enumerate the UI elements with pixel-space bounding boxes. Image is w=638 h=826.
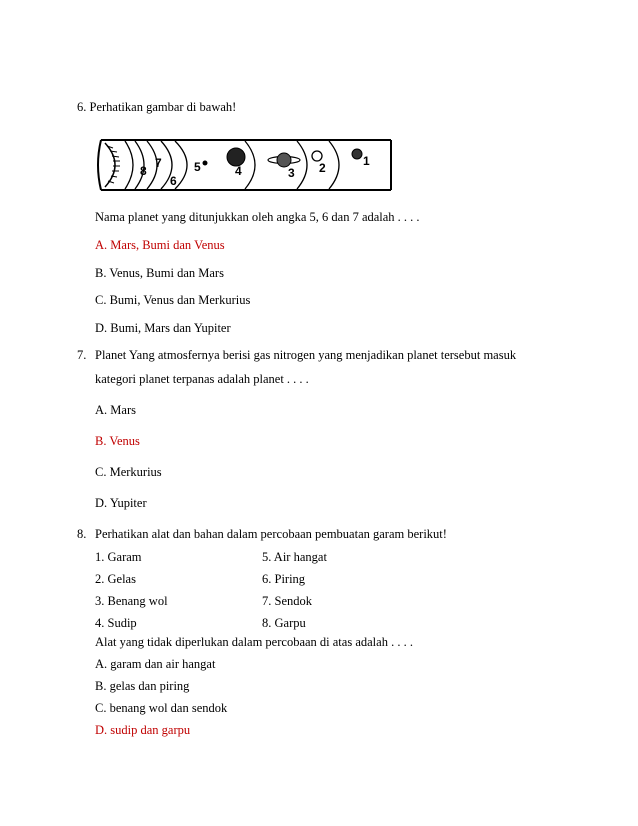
q8-item-2: 2. Gelas <box>95 572 136 586</box>
q6-heading: 6. Perhatikan gambar di bawah! <box>77 100 237 114</box>
q8-item-3: 3. Benang wol <box>95 594 168 608</box>
q8-intro: Perhatikan alat dan bahan dalam percobaan pembuatan garam berikut! <box>95 527 447 541</box>
q8-item-7: 7. Sendok <box>262 594 312 608</box>
planet-1 <box>352 149 362 159</box>
q8-item-6: 6. Piring <box>262 572 306 586</box>
q8-option-b: B. gelas dan piring <box>95 679 190 693</box>
label-7: 7 <box>155 156 162 170</box>
q6-option-a: A. Mars, Bumi dan Venus <box>95 238 225 252</box>
label-1: 1 <box>363 154 370 168</box>
solar-system-diagram <box>95 137 395 197</box>
q8-option-a: A. garam dan air hangat <box>95 657 216 671</box>
label-6: 6 <box>170 174 177 188</box>
q8-option-d: D. sudip dan garpu <box>95 723 191 737</box>
label-2: 2 <box>319 161 326 175</box>
q8-item-8: 8. Garpu <box>262 616 306 630</box>
q8-item-5: 5. Air hangat <box>262 550 327 564</box>
label-5: 5 <box>194 160 201 174</box>
q7-option-c: C. Merkurius <box>95 465 162 479</box>
q7-number: 7. <box>77 348 87 362</box>
q7-option-d: D. Yupiter <box>95 496 147 510</box>
q6-option-c: C. Bumi, Venus dan Merkurius <box>95 293 251 307</box>
q6-option-d: D. Bumi, Mars dan Yupiter <box>95 321 231 335</box>
q8-option-c: C. benang wol dan sendok <box>95 701 228 715</box>
sun-edge <box>98 140 101 190</box>
planet-3 <box>277 153 291 167</box>
q7-line2: kategori planet terpanas adalah planet . . . . <box>95 372 309 386</box>
label-4: 4 <box>235 164 242 178</box>
q7-option-b: B. Venus <box>95 434 140 448</box>
q7-line1: Planet Yang atmosfernya berisi gas nitrogen yang menjadikan planet tersebut masuk <box>95 348 517 362</box>
label-3: 3 <box>288 166 295 180</box>
q8-item-1: 1. Garam <box>95 550 142 564</box>
planet-2 <box>312 151 322 161</box>
q8-item-4: 4. Sudip <box>95 616 137 630</box>
q8-question: Alat yang tidak diperlukan dalam percobaan di atas adalah . . . . <box>95 635 413 649</box>
q8-number: 8. <box>77 527 87 541</box>
planet-5-dot <box>203 161 208 166</box>
q6-question: Nama planet yang ditunjukkan oleh angka 5, 6 dan 7 adalah . . . . <box>95 210 420 224</box>
q7-option-a: A. Mars <box>95 403 136 417</box>
label-8: 8 <box>140 164 147 178</box>
q6-option-b: B. Venus, Bumi dan Mars <box>95 266 224 280</box>
